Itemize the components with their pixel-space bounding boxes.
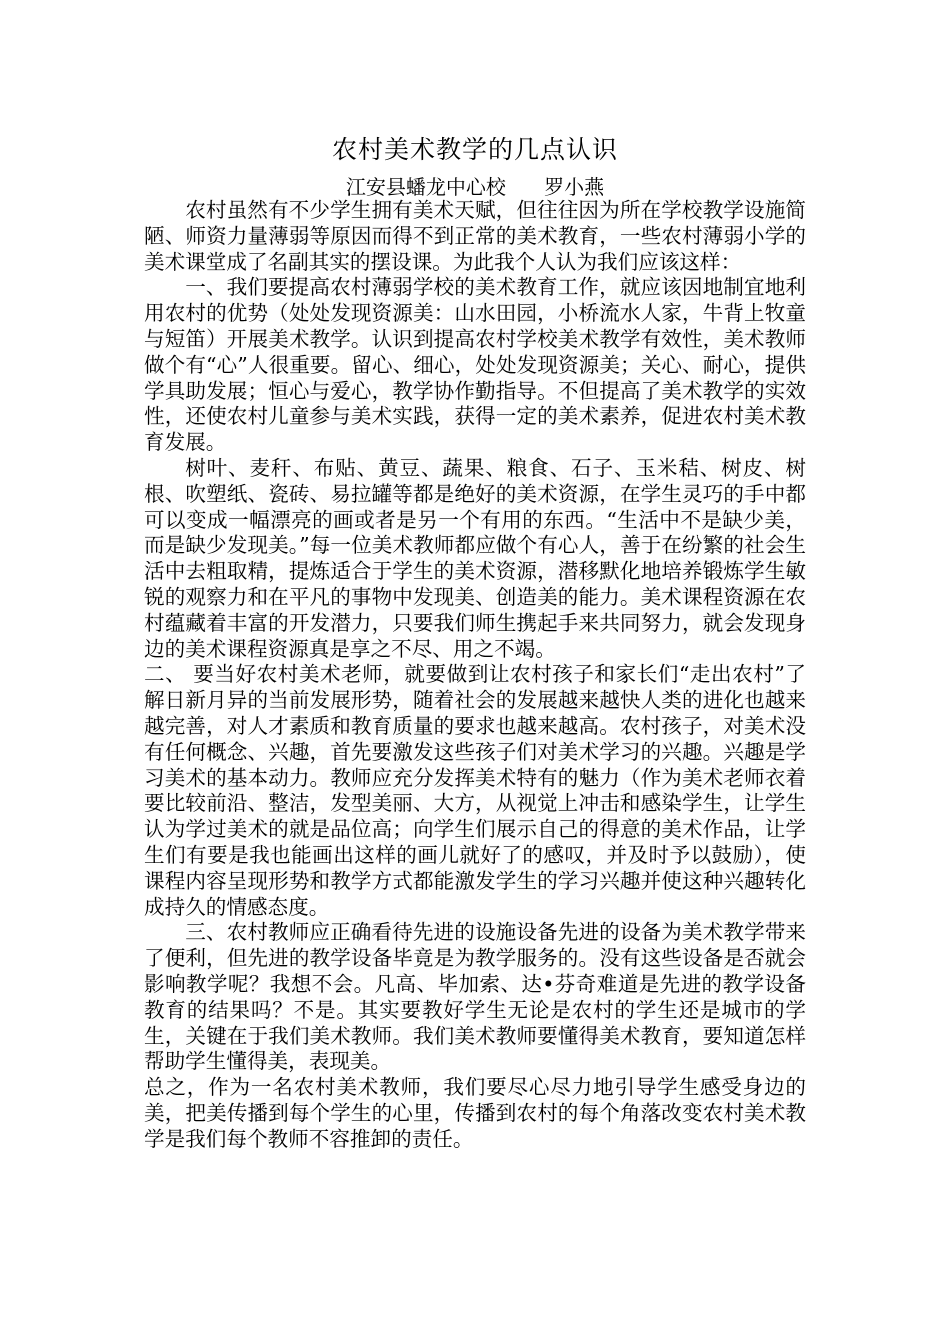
author-byline: 江安县蟠龙中心校 罗小燕: [345, 175, 605, 199]
paragraph-intro: 农村虽然有不少学生拥有美术天赋，但往往因为所在学校教学设施简陋、师资力量薄弱等原因而得不到正常的美术教育，一些农村薄弱小学的美术课堂成了名副其实的摆设课。为此我个人认为我们应该这样：: [144, 198, 806, 274]
paragraph-conclusion: 总之，作为一名农村美术教师，我们要尽心尽力地引导学生感受身边的美，把美传播到每个学生的心里，传播到农村的每个角落改变农村美术教学是我们每个教师不容推卸的责任。: [144, 1075, 806, 1151]
paragraph-point-three: 三、农村教师应正确看待先进的设施设备先进的设备为美术教学带来了便利，但先进的教学设备毕竟是为教学服务的。没有这些设备是否就会影响教学呢？我想不会。凡高、毕加索、达•芬奇难道是先进的教学设备教育的结果吗？不是。其实要教好学生无论是农村的学生还是城市的学生，关键在于我们美术教师。我们美术教师要懂得美术教育，要知道怎样帮助学生懂得美，表现美。: [144, 920, 806, 1074]
paragraph-point-one: 一、我们要提高农村薄弱学校的美术教育工作，就应该因地制宜地利用农村的优势（处处发现资源美：山水田园，小桥流水人家，牛背上牧童与短笛）开展美术教学。认识到提高农村学校美术教学有效性，美术教师做个有“心”人很重要。留心、细心，处处发现资源美；关心、耐心，提供学具助发展；恒心与爱心，教学协作勤指导。不但提高了美术教学的实效性，还使农村儿童参与美术实践，获得一定的美术素养，促进农村美术教育发展。: [144, 275, 806, 455]
paragraph-resources: 树叶、麦秆、布贴、黄豆、蔬果、粮食、石子、玉米秸、树皮、树根、吹塑纸、瓷砖、易拉罐等都是绝好的美术资源，在学生灵巧的手中都可以变成一幅漂亮的画或者是另一个有用的东西。“生活中不是缺少美，而是缺少发现美。”每一位美术教师都应做个有心人，善于在纷繁的社会生活中去粗取精，提炼适合于学生的美术资源，潜移默化地培养锻炼学生敏锐的观察力和在平凡的事物中发现美、创造美的能力。美术课程资源在农村蕴藏着丰富的开发潜力，只要我们师生携起手来共同努力，就会发现身边的美术课程资源真是享之不尽、用之不竭。: [144, 455, 806, 661]
paragraph-point-two: 二、 要当好农村美术老师，就要做到让农村孩子和家长们“走出农村”了解日新月异的当前发展形势，随着社会的发展越来越快人类的进化也越来越完善，对人才素质和教育质量的要求也越来越高。农村孩子，对美术没有任何概念、兴趣，首先要激发这些孩子们对美术学习的兴趣。兴趣是学习美术的基本动力。教师应充分发挥美术特有的魅力（作为美术老师衣着要比较前沿、整洁，发型美丽、大方，从视觉上冲击和感染学生，让学生认为学过美术的就是品位高；向学生们展示自己的得意的美术作品，让学生们有要是我也能画出这样的画儿就好了的感叹，并及时予以鼓励），使课程内容呈现形势和教学方式都能激发学生的学习兴趣并使这种兴趣转化成持久的情感态度。: [144, 662, 806, 919]
document-body: [144, 198, 806, 1152]
document-title: 农村美术教学的几点认识: [331, 135, 618, 164]
